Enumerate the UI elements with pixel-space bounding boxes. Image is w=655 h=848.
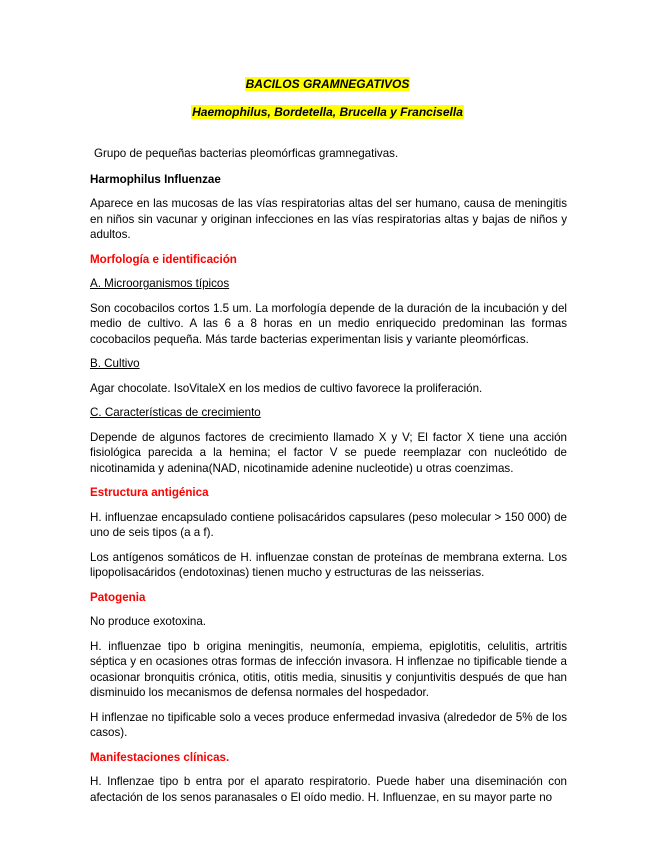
paragraph-estructura-1: H. influenzae encapsulado contiene polisacáridos capsulares (peso molecular > 150 000) de uno de seis tipos (a a f). bbox=[90, 510, 567, 539]
subsection-title-microorganismos: A. Microorganismos típicos bbox=[90, 277, 230, 290]
title-block bbox=[0, 75, 655, 121]
subsection-title-cultivo: B. Cultivo bbox=[90, 357, 140, 370]
subsection-title-crecimiento: C. Características de crecimiento bbox=[90, 406, 261, 419]
paragraph-patogenia-2: H. influenzae tipo b origina meningitis, neumonía, empiema, epiglotitis, celulitis, artritis séptica y en ocasiones otras formas de infección invasora. H inflenzae no tipificable tiende a ocasionar bronquitis crónica, otitis, otitis media, sinusitis y conjuntivitis después de que han disminuido los mecanismos de defensa normales del hospedador. bbox=[90, 639, 567, 699]
paragraph-crecimiento: Depende de algunos factores de crecimiento llamado X y V; El factor X tiene una acción fisiológica parecida a la hemina; el factor V se puede reemplazar con nucleótido de nicotinamida y adenina(NAD, nicotinamide adenine nucleotide) u otras coenzimas. bbox=[90, 430, 567, 475]
section-heading-patogenia: Patogenia bbox=[90, 590, 146, 604]
paragraph-patogenia-1: No produce exotoxina. bbox=[90, 615, 207, 628]
section-heading-estructura: Estructura antigénica bbox=[90, 486, 209, 499]
document-body bbox=[90, 146, 567, 814]
paragraph-patogenia-3: H inflenzae no tipificable solo a veces produce enfermedad invasiva (alrededor de 5% de los casos). bbox=[90, 710, 567, 739]
paragraph-estructura-2: Los antígenos somáticos de H. influenzae constan de proteínas de membrana externa. Los lipopolisacáridos (endotoxinas) tienen mucho y estructuras de las neisserias. bbox=[90, 550, 567, 579]
species-paragraph: Aparece en las mucosas de las vías respiratorias altas del ser humano, causa de meningitis en niños sin vacunar y originan infecciones en las vías respiratorias altas y bajas de niños y adultos. bbox=[90, 197, 567, 241]
document-subtitle: Haemophilus, Bordetella, Brucella y Francisella bbox=[192, 105, 463, 119]
section-heading-manifestaciones: Manifestaciones clínicas. bbox=[90, 750, 230, 764]
species-heading: Harmophilus Influenzae bbox=[90, 172, 221, 186]
paragraph-manifestaciones-1: H. Inflenzae tipo b entra por el aparato respiratorio. Puede haber una diseminación con afectación de los senos paranasales o El oído medio. H. Influenzae, en su mayor parte no bbox=[90, 775, 567, 804]
document-title: BACILOS GRAMNEGATIVOS bbox=[245, 77, 410, 91]
paragraph-microorganismos: Son cocobacilos cortos 1.5 um. La morfología depende de la duración de la incubación y del medio de cultivo. A las 6 a 8 horas en un medio enriquecido predominan las formas cocobacilos pequeña. Más tarde bacterias experimentan lisis y variante pleomórficas. bbox=[90, 301, 567, 346]
section-heading-morfologia: Morfología e identificación bbox=[90, 252, 237, 266]
intro-paragraph: Grupo de pequeñas bacterias pleomórficas gramnegativas. bbox=[94, 147, 399, 160]
paragraph-cultivo: Agar chocolate. IsoVitaleX en los medios de cultivo favorece la proliferación. bbox=[90, 381, 483, 395]
